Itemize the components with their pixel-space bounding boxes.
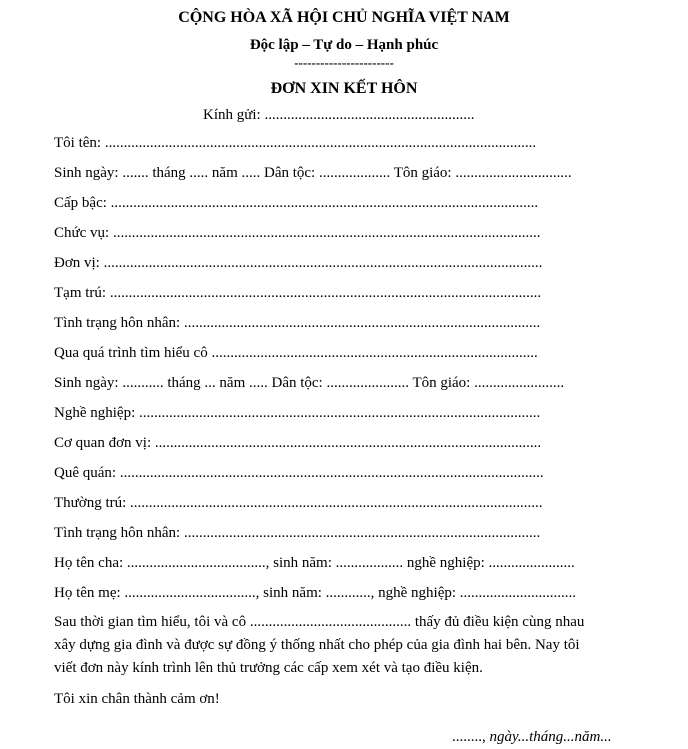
- form-field-line: Quê quán: .................................................................................................................: [54, 465, 544, 481]
- form-field-line: Thường trú: ..............................................................................................................: [54, 495, 543, 511]
- form-field-line: Đơn vị: .....................................................................................................................: [54, 255, 543, 271]
- thanks-line: Tôi xin chân thành cảm ơn!: [54, 691, 220, 707]
- date-text: ngày...tháng...năm...: [489, 729, 612, 745]
- form-field-line: Tình trạng hôn nhân: ...............................................................................................: [54, 525, 541, 541]
- form-field-line: Tôi tên: ...................................................................................................................: [54, 135, 537, 151]
- form-field-line: Họ tên cha: ....................................., sinh năm: .................. nghề nghiệp: .......................: [54, 555, 575, 571]
- body-line-1: Sau thời gian tìm hiểu, tôi và cô ........................................... thấy đủ điều kiện cùng nhau: [54, 614, 585, 630]
- form-field-line: Qua quá trình tìm hiểu cô .......................................................................................: [54, 345, 538, 361]
- form-field-line: Chức vụ: ..................................................................................................................: [54, 225, 541, 241]
- form-field-line: Tạm trú: ...................................................................................................................: [54, 285, 542, 301]
- form-field-line: Sinh ngày: ........... tháng ... năm ..... Dân tộc: ...................... Tôn giáo: ........................: [54, 375, 565, 391]
- form-field-line: Cơ quan đơn vị: .......................................................................................................: [54, 435, 542, 451]
- form-field-line: Họ tên mẹ: ..................................., sinh năm: ............, nghề nghiệp: ...............................: [54, 585, 577, 601]
- form-field-line: Tình trạng hôn nhân: ...............................................................................................: [54, 315, 541, 331]
- date-line: [452, 729, 612, 746]
- country-heading: CỘNG HÒA XÃ HỘI CHỦ NGHĨA VIỆT NAM: [178, 9, 510, 26]
- form-field-line: Cấp bậc: ..................................................................................................................: [54, 195, 539, 211]
- form-field-line: Sinh ngày: ....... tháng ..... năm ..... Dân tộc: ................... Tôn giáo: ...............................: [54, 165, 572, 181]
- body-line-3: viết đơn này kính trình lên thủ trưởng các cấp xem xét và tạo điều kiện.: [54, 660, 483, 676]
- recipient-line: Kính gửi: ........................................................: [203, 107, 475, 123]
- motto: Độc lập – Tự do – Hạnh phúc: [249, 37, 439, 53]
- header-divider: -----------------------: [294, 55, 394, 70]
- date-dots: ........,: [452, 729, 486, 745]
- document-title: ĐƠN XIN KẾT HÔN: [270, 80, 418, 97]
- form-field-line: Nghề nghiệp: ...........................................................................................................: [54, 405, 541, 421]
- body-line-2: xây dựng gia đình và được sự đồng ý thống nhất cho phép của gia đình hai bên. Nay tôi: [54, 637, 580, 653]
